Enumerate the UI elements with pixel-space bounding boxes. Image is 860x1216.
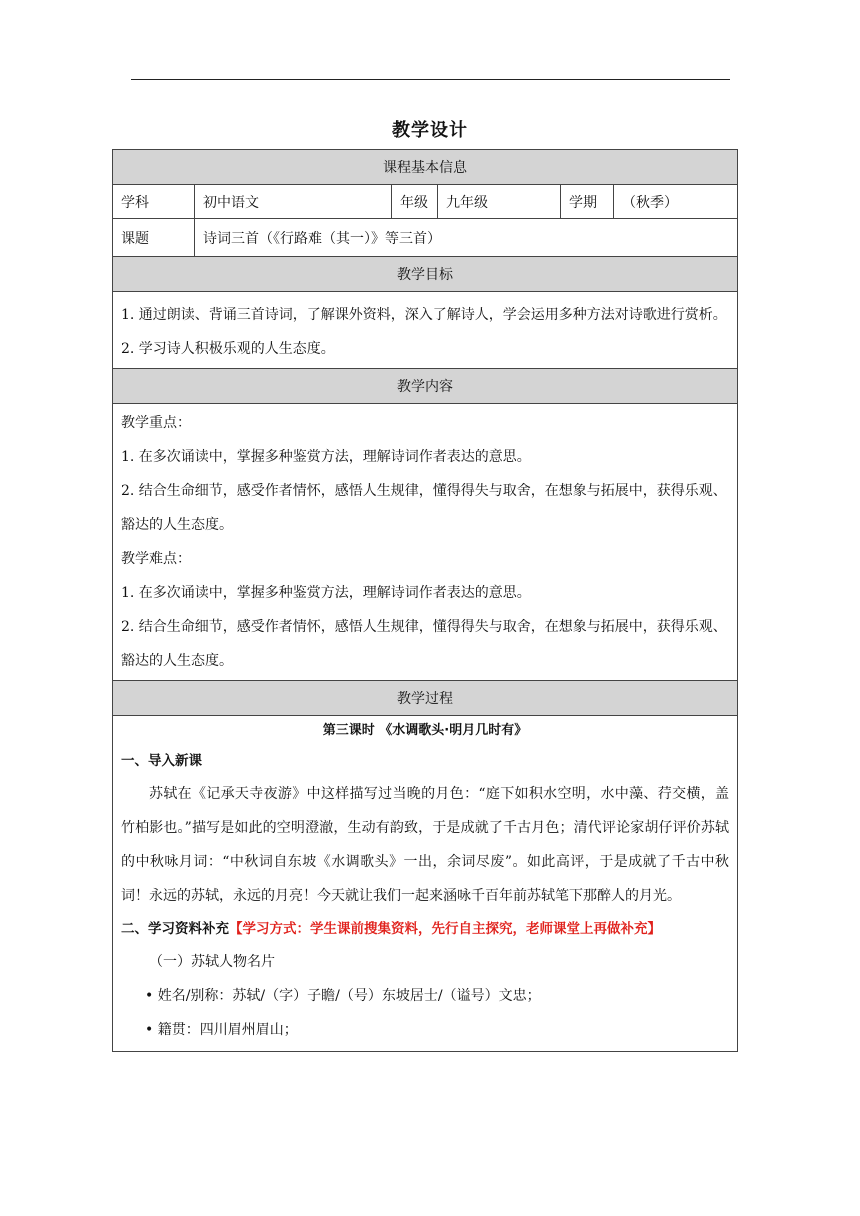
lesson-plan-table	[112, 149, 738, 1052]
content-block	[113, 404, 738, 681]
learning-method-note: 【学习方式：学生课前搜集资料，先行自主探究，老师课堂上再做补充】	[229, 921, 661, 937]
section-header-objectives: 教学目标	[113, 257, 738, 292]
topic-label: 课题	[113, 219, 195, 257]
subject-label: 学科	[113, 185, 195, 219]
key-points-label: 教学重点：	[121, 415, 191, 431]
objective-item: 2. 学习诗人积极乐观的人生态度。	[121, 341, 335, 357]
section-materials-title	[121, 913, 729, 945]
profile-card-title: （一）苏轼人物名片	[149, 954, 275, 970]
grade-label: 年级	[392, 185, 438, 219]
difficult-point-item: 1. 在多次诵读中，掌握多种鉴赏方法，理解诗词作者表达的意思。	[121, 585, 531, 601]
grade-value: 九年级	[438, 185, 561, 219]
intro-paragraph: 苏轼在《记承天寺夜游》中这样描写过当晚的月色：“庭下如积水空明，水中藻、荇交横，盖竹柏影也。”描写是如此的空明澄澈，生动有韵致，于是成就了千古月色；清代评论家胡仔评价苏轼的中秋咏月词：“中秋词自东坡《水调歌头》一出，余词尽废”。如此高评，于是成就了千古中秋词！永远的苏轼，永远的月亮！今天就让我们一起来涵咏千百年前苏轼笔下那醉人的月光。	[121, 786, 730, 904]
section-header-basic-info: 课程基本信息	[113, 150, 738, 185]
section-intro-title: 一、导入新课	[121, 753, 202, 769]
document-title: 教学设计	[392, 120, 468, 141]
lesson-title: 第三课时 《水调歌头·明月几时有》	[322, 723, 528, 738]
process-block	[113, 716, 738, 1052]
section-header-process: 教学过程	[113, 681, 738, 716]
difficult-points-label: 教学难点：	[121, 551, 191, 567]
topic-value: 诗词三首（《行路难（其一）》等三首）	[195, 219, 738, 257]
term-value: （秋季）	[614, 185, 738, 219]
difficult-point-item: 2. 结合生命细节，感受作者情怀，感悟人生规律，懂得得失与取舍，在想象与拓展中，获得乐观、豁达的人生态度。	[121, 619, 727, 669]
materials-title-text: 二、学习资料补充	[121, 921, 229, 937]
header-rule	[131, 79, 730, 80]
section-header-content: 教学内容	[113, 369, 738, 404]
profile-item: • 籍贯：四川眉州眉山；	[145, 1022, 298, 1038]
term-label: 学期	[561, 185, 614, 219]
key-point-item: 2. 结合生命细节，感受作者情怀，感悟人生规律，懂得得失与取舍，在想象与拓展中，获得乐观、豁达的人生态度。	[121, 483, 727, 533]
key-point-item: 1. 在多次诵读中，掌握多种鉴赏方法，理解诗词作者表达的意思。	[121, 449, 531, 465]
subject-value: 初中语文	[195, 185, 392, 219]
profile-item: • 姓名/别称：苏轼/（字）子瞻/（号）东坡居士/（谥号）文忠；	[145, 988, 541, 1004]
objective-item: 1. 通过朗读、背诵三首诗词，了解课外资料，深入了解诗人，学会运用多种方法对诗歌进行赏析。	[121, 307, 727, 323]
objectives-block	[113, 292, 738, 369]
